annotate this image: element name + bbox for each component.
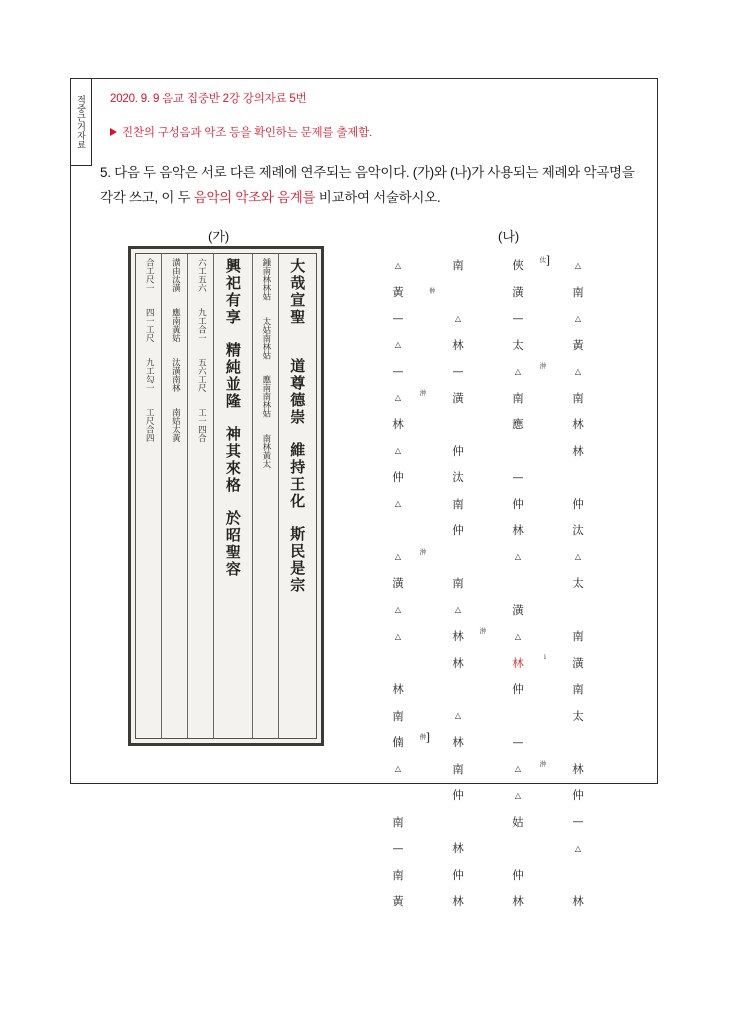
score-na-cell [368,570,428,597]
score-na-cell-text: 汰 [572,523,584,538]
score-na-cell [548,517,608,544]
score-na-cell [488,358,548,385]
score-na-cell [368,385,428,412]
score-ga-column [136,254,161,738]
score-na-cell [548,597,608,624]
score-na-cell-text: △ [454,711,462,721]
score-na-cell [428,411,488,438]
score-na-cell [428,650,488,677]
score-na-cell-text: △ [514,790,522,800]
score-na-cell-text: △ [574,260,582,270]
score-na-cell [368,464,428,491]
score-na-cell [548,650,608,677]
score-na-cell [488,862,548,889]
score-na-cell [368,623,428,650]
score-ga-cell: 鍾南林林姑 [260,258,271,301]
score-na-cell [428,888,488,915]
score-na-cell-text: 㑲 [392,735,404,750]
score-na-cell-superscript: 㳞 [419,547,426,556]
score-na-cell-text: 南 [512,390,524,405]
score-na-cell-text: 姑 [512,814,524,829]
score-na-cell [428,438,488,465]
score-na-cell [488,782,548,809]
score-na-cell-text: 林 [572,894,584,909]
score-na-cell-text: △ [394,605,402,615]
score-na-cell-text: △ [394,260,402,270]
score-na-cell-text: 林 [512,523,524,538]
score-na-cell-text: 黃 [392,894,404,909]
score-na-cell-text: — [392,311,404,325]
score-na-cell-text: — [572,815,584,829]
score-ga-cell: 六工五六 [196,258,207,292]
score-na-cell-text: 潢 [512,602,524,617]
score-ga-cell: 興祀有享 [223,258,242,326]
score-na-cell-text: △ [514,552,522,562]
score-na-cell-text: △ [574,313,582,323]
score-na-cell-text: 應 [512,417,524,432]
score-na-cell-text: 仲 [512,867,524,882]
score-na-cell [368,756,428,783]
score-na-cell [488,305,548,332]
score-na-cell-bracket: ] [545,254,550,267]
score-ga-cell: 四一工尺 [144,308,155,342]
score-na-cell-text: 林 [452,894,464,909]
score-na-cell-superscript: 㳞 [419,388,426,397]
score-na-cell-text: 林 [452,841,464,856]
score-na-cell [428,305,488,332]
score-na-cell [428,464,488,491]
score-ga-cell: 潢由汰潢 [170,258,181,292]
score-na-cell-text: 南 [572,390,584,405]
score-na-cell-text: 潢 [452,390,464,405]
score-ga-cell: 九工合一 [196,308,207,342]
score-ga-column [187,254,213,738]
score-na-cell [368,332,428,359]
score-ga-column [252,254,278,738]
score-na-cell-text: 南 [452,761,464,776]
score-na-cell [488,332,548,359]
score-na-cell [428,835,488,862]
score-ga-column [161,254,187,738]
question-highlight: 음악의 악조와 음계를 [193,190,316,205]
score-na-cell [488,464,548,491]
score-image-ga [128,246,324,746]
score-na-cell [548,358,608,385]
score-na-cell-text: △ [574,366,582,376]
score-na-cell-text: △ [514,366,522,376]
score-na-cell [548,676,608,703]
score-na-cell-text: 林 [452,629,464,644]
score-na-cell-mark: i [543,652,546,661]
score-na-cell-text: 汰 [452,470,464,485]
score-na-cell-text: 林 [452,655,464,670]
score-na-cell-text: 南 [572,284,584,299]
score-na-cell [548,782,608,809]
score-na-cell-text: 潢 [512,284,524,299]
score-na-cell [548,491,608,518]
score-na-cell [548,332,608,359]
score-na-cell-text: 林 [572,761,584,776]
score-na-cell [428,782,488,809]
score-na-cell-text: 林 [512,894,524,909]
score-ga-columns [135,253,317,739]
score-na-cell-text: △ [394,631,402,641]
score-na-cell-bracket: ] [425,731,430,744]
score-na-cell-superscript: 㑀 [539,256,546,264]
score-na-cell-text: 仲 [512,682,524,697]
score-na-cell [488,252,548,279]
figure-label-na: (나) [498,229,520,244]
score-na-cell [548,438,608,465]
score-na-cell-text: 林 [572,443,584,458]
score-na-cell-text: 南 [572,682,584,697]
score-na-cell [488,438,548,465]
score-na-cell-text: 俠 [512,258,524,273]
score-na-cell-text: △ [394,393,402,403]
score-na-cell [368,305,428,332]
score-ga-cell: 合工尺一 [144,258,155,292]
side-tab-label: 적중근거자료 [76,94,86,149]
score-na-cell-text: 南 [452,496,464,511]
score-ga-cell: 應南黃姑 [170,308,181,342]
score-na-cell [488,835,548,862]
score-na-cell [428,358,488,385]
score-na-cell [488,385,548,412]
score-na-cell-text: 黃 [392,284,404,299]
score-na-grid [368,252,608,915]
score-na-cell-text: — [392,364,404,378]
score-ga-cell: 大哉宣聖 [288,258,307,326]
score-ga-cell: 應南南林姑 [260,375,271,418]
document-meta-line: 2020. 9. 9 음교 집중반 2강 강의자료 5번 [110,93,307,105]
score-na-cell-text: 仲 [572,496,584,511]
score-na-cell-text: △ [514,764,522,774]
score-na-cell-text: △ [394,764,402,774]
score-na-cell-text: 林 [452,735,464,750]
score-na-cell [548,703,608,730]
score-ga-cell: 精純並隆 [223,342,242,410]
score-na-cell-text: 潢 [392,576,404,591]
score-na-cell [368,252,428,279]
score-na-cell-text: 南 [392,708,404,723]
score-na-cell-text: 仲 [452,523,464,538]
score-na-cell [548,464,608,491]
score-na-cell [428,703,488,730]
score-na-cell-text: — [392,841,404,855]
score-na-cell-text: △ [454,605,462,615]
score-na-cell-text: 南 [572,629,584,644]
score-ga-cell: 神其來格 [223,426,242,494]
score-na-cell [428,252,488,279]
score-na-cell [545,252,608,279]
document-note-line [110,124,372,140]
score-na-cell-text: 南 [392,867,404,882]
score-na-cell [548,570,608,597]
score-na-cell-text: 林 [512,655,524,670]
score-ga-column [278,254,316,738]
score-ga-cell: 南林黃太 [260,433,271,468]
score-na-cell [488,623,548,650]
score-ga-cell: 五六工尺 [196,358,207,392]
score-na-cell [488,491,548,518]
score-na-cell-text: 仲 [512,496,524,511]
score-na-cell [428,809,488,836]
score-na-cell [368,517,428,544]
score-na-cell [428,491,488,518]
score-na-cell [488,650,548,677]
score-na-cell [488,756,548,783]
score-na-cell [488,597,548,624]
score-na-cell [548,385,608,412]
score-ga-cell: 工尺合四 [144,408,155,442]
score-na-cell-text: △ [454,313,462,323]
score-na-cell-text: 仲 [452,788,464,803]
score-na-cell [428,517,488,544]
score-na-cell [488,888,548,915]
score-ga-cell: 九工勾一 [144,358,155,392]
score-na-cell [428,756,488,783]
score-na-cell-text: 太 [512,337,524,352]
score-ga-cell: 斯民是宗 [288,526,307,594]
score-ga-cell: 於昭聖容 [223,510,242,578]
score-na-cell-text: 仲 [452,867,464,882]
score-na-cell-superscript: 㳞 [479,627,486,635]
score-ga-cell: 汰潢南林 [170,358,181,392]
score-na-cell [428,676,488,703]
score-na-cell [368,888,428,915]
score-na-cell [368,544,428,571]
score-na-cell [368,491,428,518]
score-na-cell [368,358,428,385]
triangle-marker-icon [110,128,117,136]
question-text-part2: 비교하여 서술하시오. [315,190,441,205]
score-na-cell [488,517,548,544]
score-na-cell [548,305,608,332]
question-text-part1: 다음 두 음악은 서로 다른 제례에 연주되는 음악이다. (가)와 (나)가 사용되는 제례와 악곡명을 각각 쓰고, 이 두 [100,165,635,205]
score-na-cell-text: 林 [392,417,404,432]
score-ga-cell: 工一四合 [196,408,207,442]
score-na-cell [488,411,548,438]
score-na-cell-text: △ [514,631,522,641]
score-na-cell-text: 林 [572,417,584,432]
score-na-cell-text: — [452,364,464,378]
score-na-cell [368,729,428,756]
score-na-cell-text: 南 [452,576,464,591]
document-note-text: 진찬의 구성음과 악조 등을 확인하는 문제를 출제함. [122,127,373,139]
score-na-cell [368,279,428,306]
score-na-cell [428,597,488,624]
score-na-cell [368,438,428,465]
score-na-cell-text: — [512,311,524,325]
score-na-cell [368,862,428,889]
side-tab [70,78,92,166]
question-body [100,160,640,210]
score-na-cell [428,570,488,597]
score-na-cell-text: 仲 [392,470,404,485]
score-na-cell [548,756,608,783]
score-na-cell-text: △ [574,552,582,562]
score-na-cell-text: — [512,470,524,484]
score-na-cell [488,809,548,836]
score-na-cell [428,862,488,889]
score-na-cell [548,623,608,650]
score-na-cell-superscript: 㳞 [539,759,546,768]
score-na-cell [548,835,608,862]
score-na-cell [368,809,428,836]
score-na-cell [548,279,608,306]
score-na-cell [428,544,488,571]
score-na-cell [425,729,488,756]
score-na-cell-text: △ [394,340,402,350]
score-na-cell [368,703,428,730]
score-na-cell-text: 南 [392,814,404,829]
score-na-cell [428,623,488,650]
score-na-cell-text: 南 [452,258,464,273]
score-na-cell-text: 林 [392,682,404,697]
score-na-cell-text: △ [394,499,402,509]
score-na-cell-text: 黃 [572,337,584,352]
score-na-cell [488,729,548,756]
score-na-cell-sideglyph: 㑖 [429,287,436,295]
score-na-cell [488,703,548,730]
figure-label-ga: (가) [208,229,230,244]
score-na-cell-superscript: 㳞 [539,362,546,370]
score-na-cell-text: 太 [572,708,584,723]
score-na-cell [368,676,428,703]
score-na-cell [488,279,548,306]
score-na-cell [548,544,608,571]
score-na-cell [368,411,428,438]
score-na-cell-text: 太 [572,576,584,591]
score-na-cell [368,782,428,809]
score-ga-column [213,254,251,738]
score-na-cell [548,862,608,889]
score-na-cell [488,570,548,597]
score-ga-cell: 太姑南林姑 [260,316,271,359]
score-na-cell-text: △ [394,446,402,456]
score-na-cell-text: 林 [452,337,464,352]
score-na-cell [548,888,608,915]
score-na-cell [548,809,608,836]
score-na-cell [548,411,608,438]
question-number: 5. [100,165,111,180]
score-na-cell [548,729,608,756]
score-na-cell-text: △ [574,843,582,853]
score-na-cell-text: 仲 [452,443,464,458]
score-na-cell [428,279,488,306]
score-na-cell-text: △ [394,552,402,562]
score-ga-cell: 南姑太黃 [170,408,181,442]
score-na-cell-text: 仲 [572,788,584,803]
score-na-cell [488,544,548,571]
score-na-cell-text: 潢 [572,655,584,670]
score-na-cell [368,835,428,862]
score-na-cell [368,597,428,624]
score-na-cell-text: — [512,735,524,749]
score-ga-cell: 道尊德崇 [288,358,307,426]
score-ga-cell: 維持王化 [288,442,307,510]
score-na-cell [428,332,488,359]
score-na-cell [368,650,428,677]
score-na-cell-superscript: 㑖 [419,733,426,741]
score-na-cell [488,676,548,703]
score-image-na [368,252,608,909]
score-na-cell [428,385,488,412]
